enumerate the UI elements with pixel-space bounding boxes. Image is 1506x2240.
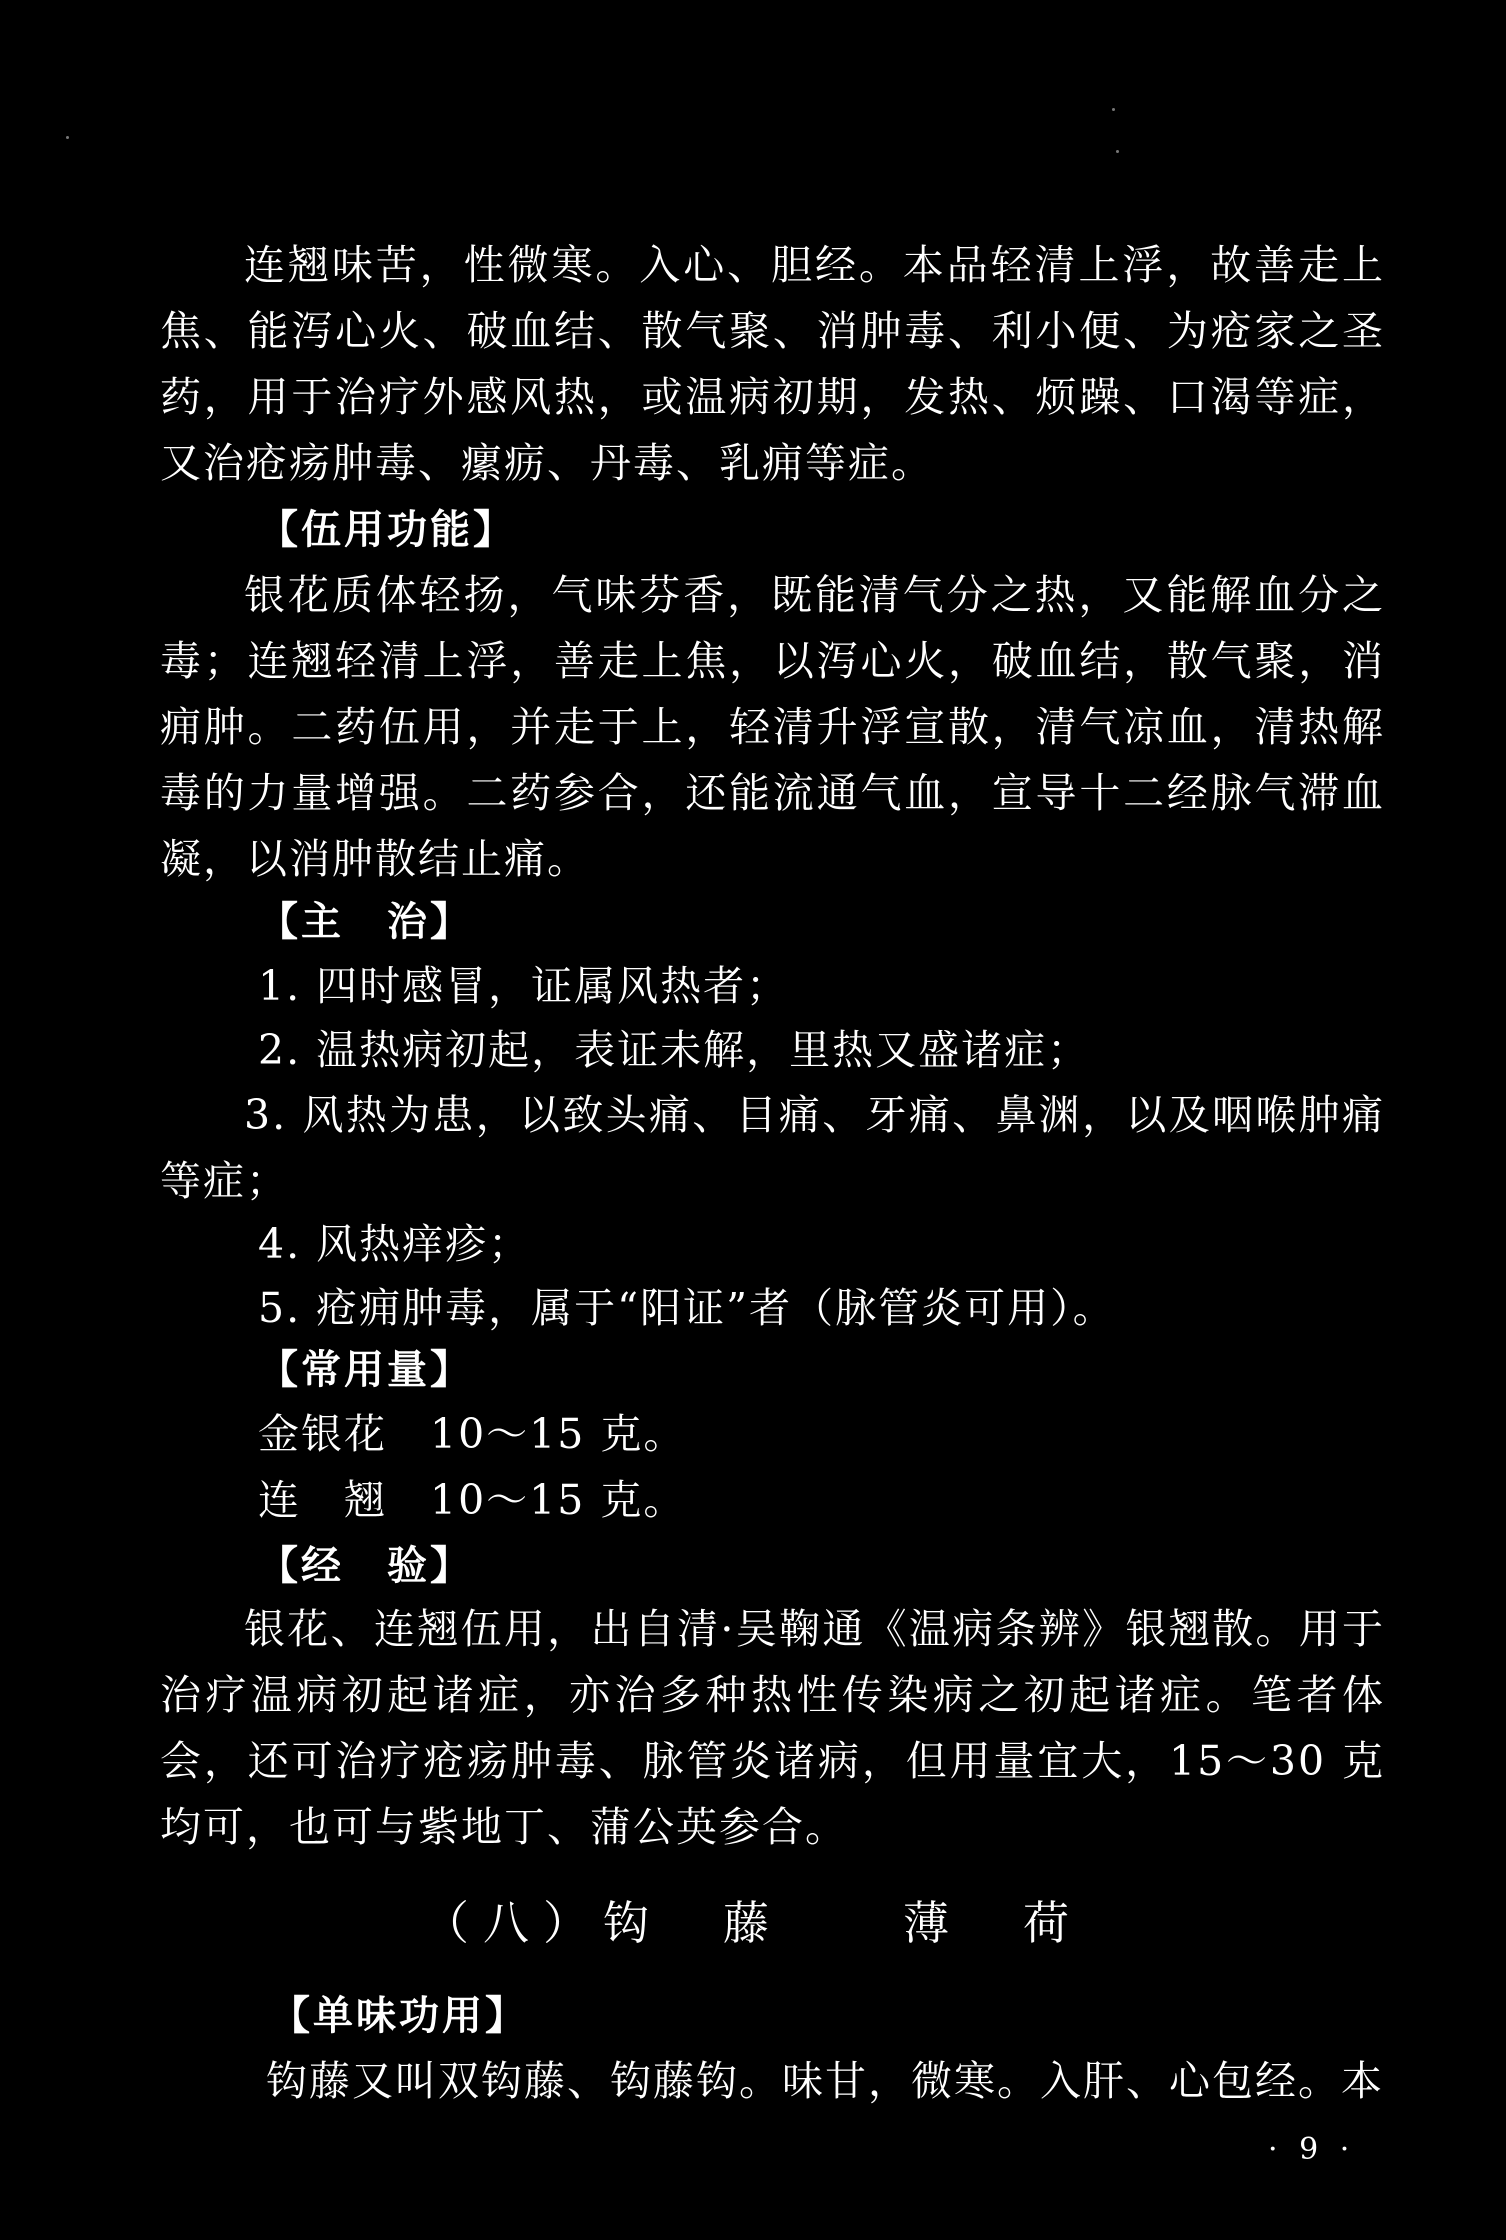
list-item: 1. 四时感冒，证属风热者； — [258, 962, 790, 1010]
list-item: 2. 温热病初起，表证未解，里热又盛诸症； — [258, 1026, 1091, 1074]
paragraph-jingyan: 银花、连翘伍用，出自清·吴鞠通《温病条辨》银翘散。用于治疗温病初起诸症，亦治多种热性传染病之初起诸症。笔者体会，还可治疗疮疡肿毒、脉管炎诸病，但用量宜大，15～30 克均可，也可与紫地丁、蒲公英参合。 — [160, 1605, 1385, 1851]
heading-wuyong: 【伍用功能】 — [258, 507, 516, 553]
scan-speck — [1116, 150, 1119, 153]
paragraph-lianqiao: 连翘味苦，性微寒。入心、胆经。本品轻清上浮，故善走上焦、能泻心火、破血结、散气聚、消肿毒、利小便、为疮家之圣药，用于治疗外感风热，或温病初期，发热、烦躁、口渴等症，又治疮疡肿毒、瘰疬、丹毒、乳痈等症。 — [160, 241, 1385, 487]
list-item: 4. 风热痒疹； — [258, 1220, 532, 1268]
dosage-lianqiao: 连 翘 10～15 克。 — [258, 1476, 687, 1524]
scan-speck — [66, 136, 69, 139]
heading-danwei: 【单味功用】 — [270, 1993, 528, 2039]
paragraph-gouteng-intro: 钩藤又叫双钩藤、钩藤钩。味甘，微寒。入肝、心包经。本 — [266, 2057, 1384, 2105]
dosage-jinyinhua: 金银花 10～15 克。 — [258, 1410, 687, 1458]
scan-speck — [1112, 108, 1115, 111]
heading-jingyan: 【经 验】 — [258, 1543, 473, 1589]
heading-zhuzhi: 【主 治】 — [258, 899, 473, 945]
page-number: · 9 · — [1268, 2132, 1356, 2167]
list-item: 5. 疮痈肿毒，属于“阳证”者（脉管炎可用）。 — [258, 1284, 1116, 1332]
section-title: （八）钩 藤 薄 荷 — [423, 1896, 1083, 1950]
list-item: 3. 风热为患，以致头痛、目痛、牙痛、鼻渊，以及咽喉肿痛等症； — [160, 1091, 1385, 1205]
heading-changyongliang: 【常用量】 — [258, 1347, 473, 1393]
paragraph-wuyong: 银花质体轻扬，气味芬香，既能清气分之热，又能解血分之毒；连翘轻清上浮，善走上焦，以泻心火，破血结，散气聚，消痈肿。二药伍用，并走于上，轻清升浮宣散，清气凉血，清热解毒的力量增强。二药参合，还能流通气血，宣导十二经脉气滞血凝，以消肿散结止痛。 — [160, 571, 1385, 883]
